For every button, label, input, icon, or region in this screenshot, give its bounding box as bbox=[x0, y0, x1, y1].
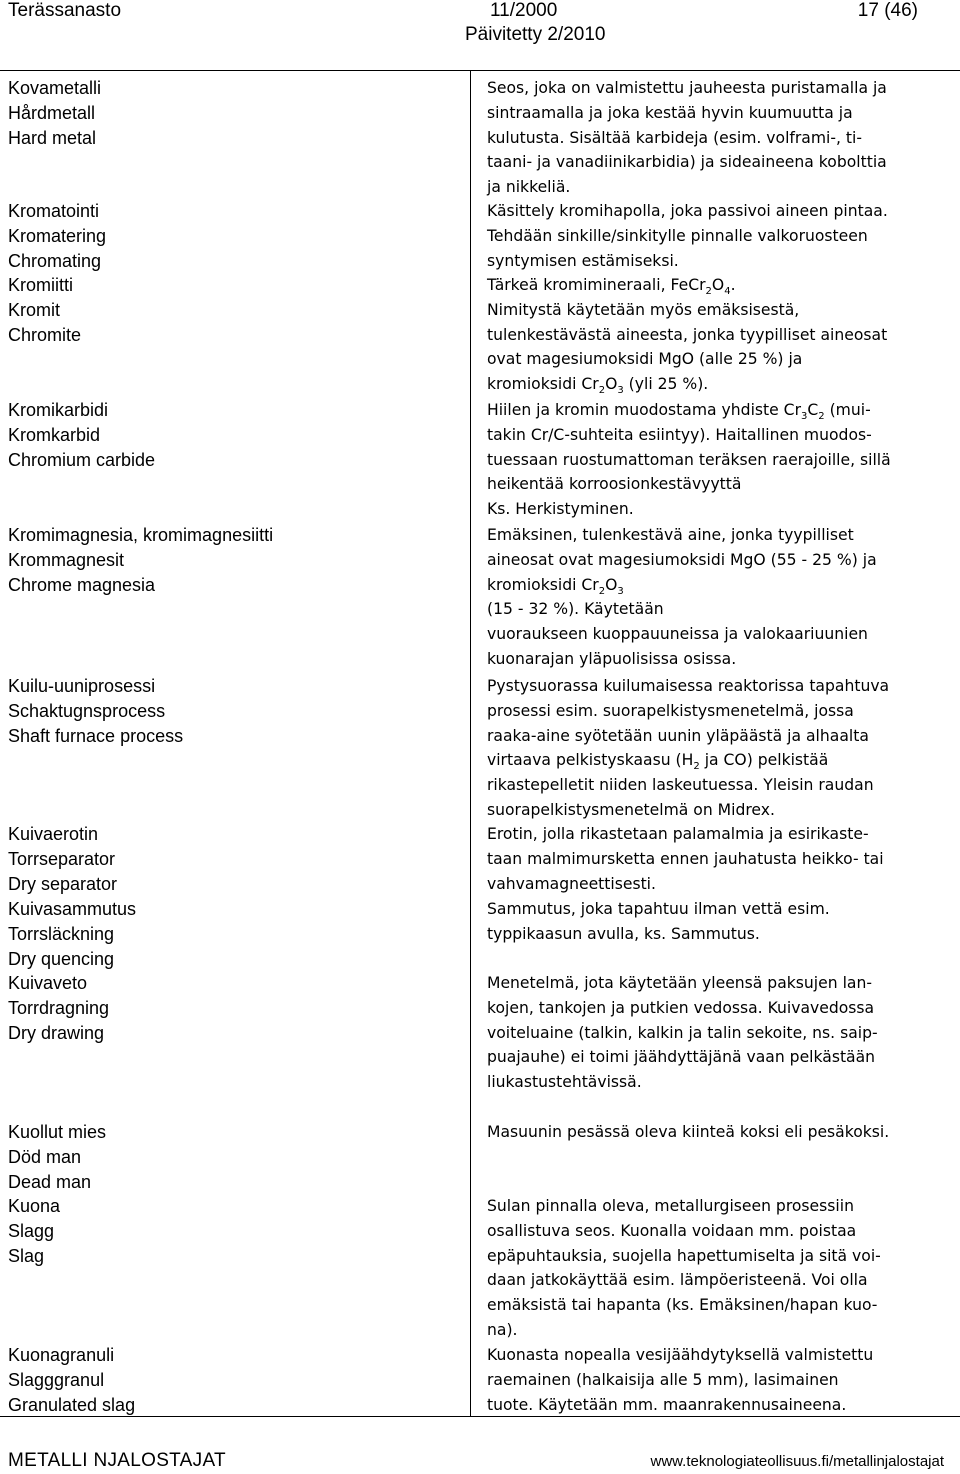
term-kromimagnesia bbox=[8, 523, 458, 597]
term-fi: Kuollut mies bbox=[8, 1122, 107, 1142]
document-title: Terässanasto bbox=[8, 0, 122, 21]
term-en: Chromite bbox=[8, 324, 82, 345]
definition-text: Seos, joka on valmistettu jauheesta puristamalla ja sintraamalla ja joka kestää hyvin kuumuutta ja kulutusta. Sisältää karbideja (esim. volframi-, ti- taani- ja vanadiinikarbidia) ja sideaineena kobolttia ja nikkeliä. bbox=[487, 79, 887, 197]
term-sv: Slagggranul bbox=[8, 1369, 105, 1390]
definition-kromiitti bbox=[487, 273, 949, 397]
term-en: Slag bbox=[8, 1245, 45, 1266]
definition-text: (yli 25 %). bbox=[623, 375, 709, 394]
subscript: 2 bbox=[598, 585, 606, 597]
term-kuilu-uuniprosessi bbox=[8, 674, 458, 748]
term-kuonagranuli bbox=[8, 1343, 458, 1417]
page-number: 17 (46) bbox=[857, 0, 918, 21]
term-sv: Torrdragning bbox=[8, 997, 110, 1018]
term-en: Dry drawing bbox=[8, 1022, 105, 1043]
term-kuivaveto bbox=[8, 971, 458, 1045]
definition-kromimagnesia bbox=[487, 523, 949, 672]
definition-text: O bbox=[605, 575, 618, 594]
term-fi: Kuivasammutus bbox=[8, 899, 137, 919]
definition-kovametalli bbox=[487, 76, 949, 200]
subscript: 2 bbox=[693, 761, 700, 773]
term-fi: Kuivaerotin bbox=[8, 824, 99, 844]
term-en: Shaft furnace process bbox=[8, 725, 184, 746]
term-kromiitti bbox=[8, 273, 458, 347]
subscript: 3 bbox=[617, 385, 624, 397]
term-sv: Kromit bbox=[8, 299, 61, 320]
definition-text: Sammutus, joka tapahtuu ilman vettä esim. typpikaasun avulla, ks. Sammutus. bbox=[487, 900, 830, 943]
term-en: Granulated slag bbox=[8, 1394, 136, 1415]
subscript: 4 bbox=[724, 286, 731, 298]
document-date: 11/2000 bbox=[490, 0, 558, 21]
term-sv: Torrsläckning bbox=[8, 923, 115, 944]
term-sv: Torrseparator bbox=[8, 848, 116, 869]
definition-text: O bbox=[605, 375, 618, 394]
updated-date: Päivitetty 2/2010 bbox=[465, 24, 606, 45]
definition-text: O bbox=[711, 276, 725, 294]
term-fi: Kuonagranuli bbox=[8, 1345, 115, 1365]
term-en: Chromating bbox=[8, 250, 102, 271]
term-kuona bbox=[8, 1194, 458, 1268]
term-en: Chrome magnesia bbox=[8, 574, 156, 595]
subscript: 3 bbox=[800, 411, 808, 423]
definition-text: (15 - 32 %). Käytetään vuoraukseen kuoppauuneissa ja valokaariuunien kuonarajan yläpuolisissa osissa. bbox=[487, 600, 868, 668]
header-divider bbox=[0, 70, 960, 71]
term-kuivaerotin bbox=[8, 822, 458, 896]
term-kromatointi bbox=[8, 199, 458, 273]
term-sv: Kromkarbid bbox=[8, 424, 101, 445]
definition-text: Emäksinen, tulenkestävä aine, jonka tyypilliset aineosat ovat magesiumoksidi MgO (55 - 25 %) ja kromioksidi Cr bbox=[487, 526, 877, 594]
term-kromikarbidi bbox=[8, 398, 458, 472]
term-en: Dead man bbox=[8, 1171, 92, 1192]
definition-kuivaveto bbox=[487, 971, 949, 1095]
footer-brand: METALLI NJALOSTAJAT bbox=[8, 1450, 226, 1471]
page-header bbox=[0, 0, 960, 70]
term-fi: Kovametalli bbox=[8, 78, 102, 98]
term-sv: Slagg bbox=[8, 1220, 55, 1241]
definition-text: Sulan pinnalla oleva, metallurgiseen prosessiin osallistuva seos. Kuonalla voidaan mm. poistaa epäpuhtauksia, suojella hapettumiselta ja sitä voi- daan jatkokäyttää esim. lämpöeristeenä. Voi olla emäksistä tai hapanta (ks. Emäksinen/hapan kuo- na). bbox=[487, 1197, 881, 1339]
definition-kromikarbidi bbox=[487, 398, 949, 522]
column-divider bbox=[470, 70, 471, 1416]
definition-text: Masuunin pesässä oleva kiinteä koksi eli pesäkoksi. bbox=[487, 1123, 890, 1141]
definition-kuivaerotin bbox=[487, 822, 949, 896]
definition-kuonagranuli bbox=[487, 1343, 949, 1417]
term-sv: Krommagnesit bbox=[8, 549, 125, 570]
definition-text: C bbox=[807, 401, 819, 419]
term-kuivasammutus bbox=[8, 897, 458, 971]
subscript: 3 bbox=[617, 585, 624, 597]
definition-text: Käsittely kromihapolla, joka passivoi aineen pintaa. Tehdään sinkille/sinkitylle pinnalle valkoruosteen syntymisen estämiseksi. bbox=[487, 202, 888, 270]
subscript: 2 bbox=[818, 411, 825, 423]
footer-divider bbox=[0, 1416, 960, 1417]
subscript: 2 bbox=[598, 385, 606, 397]
definition-kromatointi bbox=[487, 199, 949, 273]
definition-kuona bbox=[487, 1194, 949, 1343]
term-kuollut-mies bbox=[8, 1120, 458, 1194]
definition-text: . Nimitystä käytetään myös emäksisestä, tulenkestävästä aineesta, jonka tyypilliset aineosat ovat magesiumoksidi MgO (alle 25 %) ja kromioksidi Cr bbox=[487, 276, 888, 394]
term-sv: Hårdmetall bbox=[8, 102, 96, 123]
definition-text: Erotin, jolla rikastetaan palamalmia ja esirikaste- taan malmimursketta ennen jauhatusta heikko- tai vahvamagneettisesti. bbox=[487, 825, 884, 893]
definition-text: Pystysuorassa kuilumaisessa reaktorissa tapahtuva prosessi esim. suorapelkistysmenetelmä, jossa raaka-aine syötetään uunin yläpäästä ja alhaalta virtaava pelkistyskaasu (H bbox=[487, 677, 890, 770]
definition-kuivasammutus bbox=[487, 897, 949, 947]
definition-text: Hiilen ja kromin muodostama yhdiste Cr bbox=[487, 401, 801, 419]
term-sv: Död man bbox=[8, 1146, 82, 1167]
term-fi: Kuona bbox=[8, 1196, 61, 1216]
definition-kuilu-uuniprosessi bbox=[487, 674, 949, 823]
term-fi: Kromimagnesia, kromimagnesiitti bbox=[8, 525, 274, 545]
definition-text: ja CO) pelkistää rikastepelletit niiden laskeutuessa. Yleisin raudan suorapelkistysmenetelmä on Midrex. bbox=[487, 751, 874, 819]
term-sv: Kromatering bbox=[8, 225, 107, 246]
term-fi: Kromatointi bbox=[8, 201, 100, 221]
definition-text: Tärkeä kromimineraali, FeCr bbox=[487, 276, 706, 294]
term-en: Chromium carbide bbox=[8, 449, 156, 470]
definition-text: (mui- takin Cr/C-suhteita esiintyy). Haitallinen muodos- tuessaan ruostumattoman teräksen raerajoille, sillä heikentää korroosionkestävyyttä Ks. Herkistyminen. bbox=[487, 401, 891, 519]
footer-url[interactable]: www.teknologiateollisuus.fi/metallinjalostajat bbox=[650, 1453, 944, 1470]
term-en: Dry separator bbox=[8, 873, 118, 894]
term-fi: Kuilu-uuniprosessi bbox=[8, 676, 156, 696]
term-fi: Kromikarbidi bbox=[8, 400, 109, 420]
definition-text: Menetelmä, jota käytetään yleensä paksujen lan- kojen, tankojen ja putkien vedossa. Kuivavedossa voiteluaine (talkin, kalkin ja talin sekoite, ns. saip- puajauhe) ei toimi jäähdyttäjänä vaan pelkästään liukastustehtävissä. bbox=[487, 974, 878, 1092]
term-sv: Schaktugnsprocess bbox=[8, 700, 166, 721]
term-fi: Kromiitti bbox=[8, 275, 74, 295]
term-kovametalli bbox=[8, 76, 458, 150]
term-fi: Kuivaveto bbox=[8, 973, 88, 993]
definition-text: Kuonasta nopealla vesijäähdytyksellä valmistettu raemainen (halkaisija alle 5 mm), lasimainen tuote. Käytetään mm. maanrakennusaineena. bbox=[487, 1346, 874, 1414]
term-en: Hard metal bbox=[8, 127, 97, 148]
definition-kuollut-mies bbox=[487, 1120, 949, 1145]
term-en: Dry quencing bbox=[8, 948, 115, 969]
subscript: 2 bbox=[705, 286, 712, 298]
